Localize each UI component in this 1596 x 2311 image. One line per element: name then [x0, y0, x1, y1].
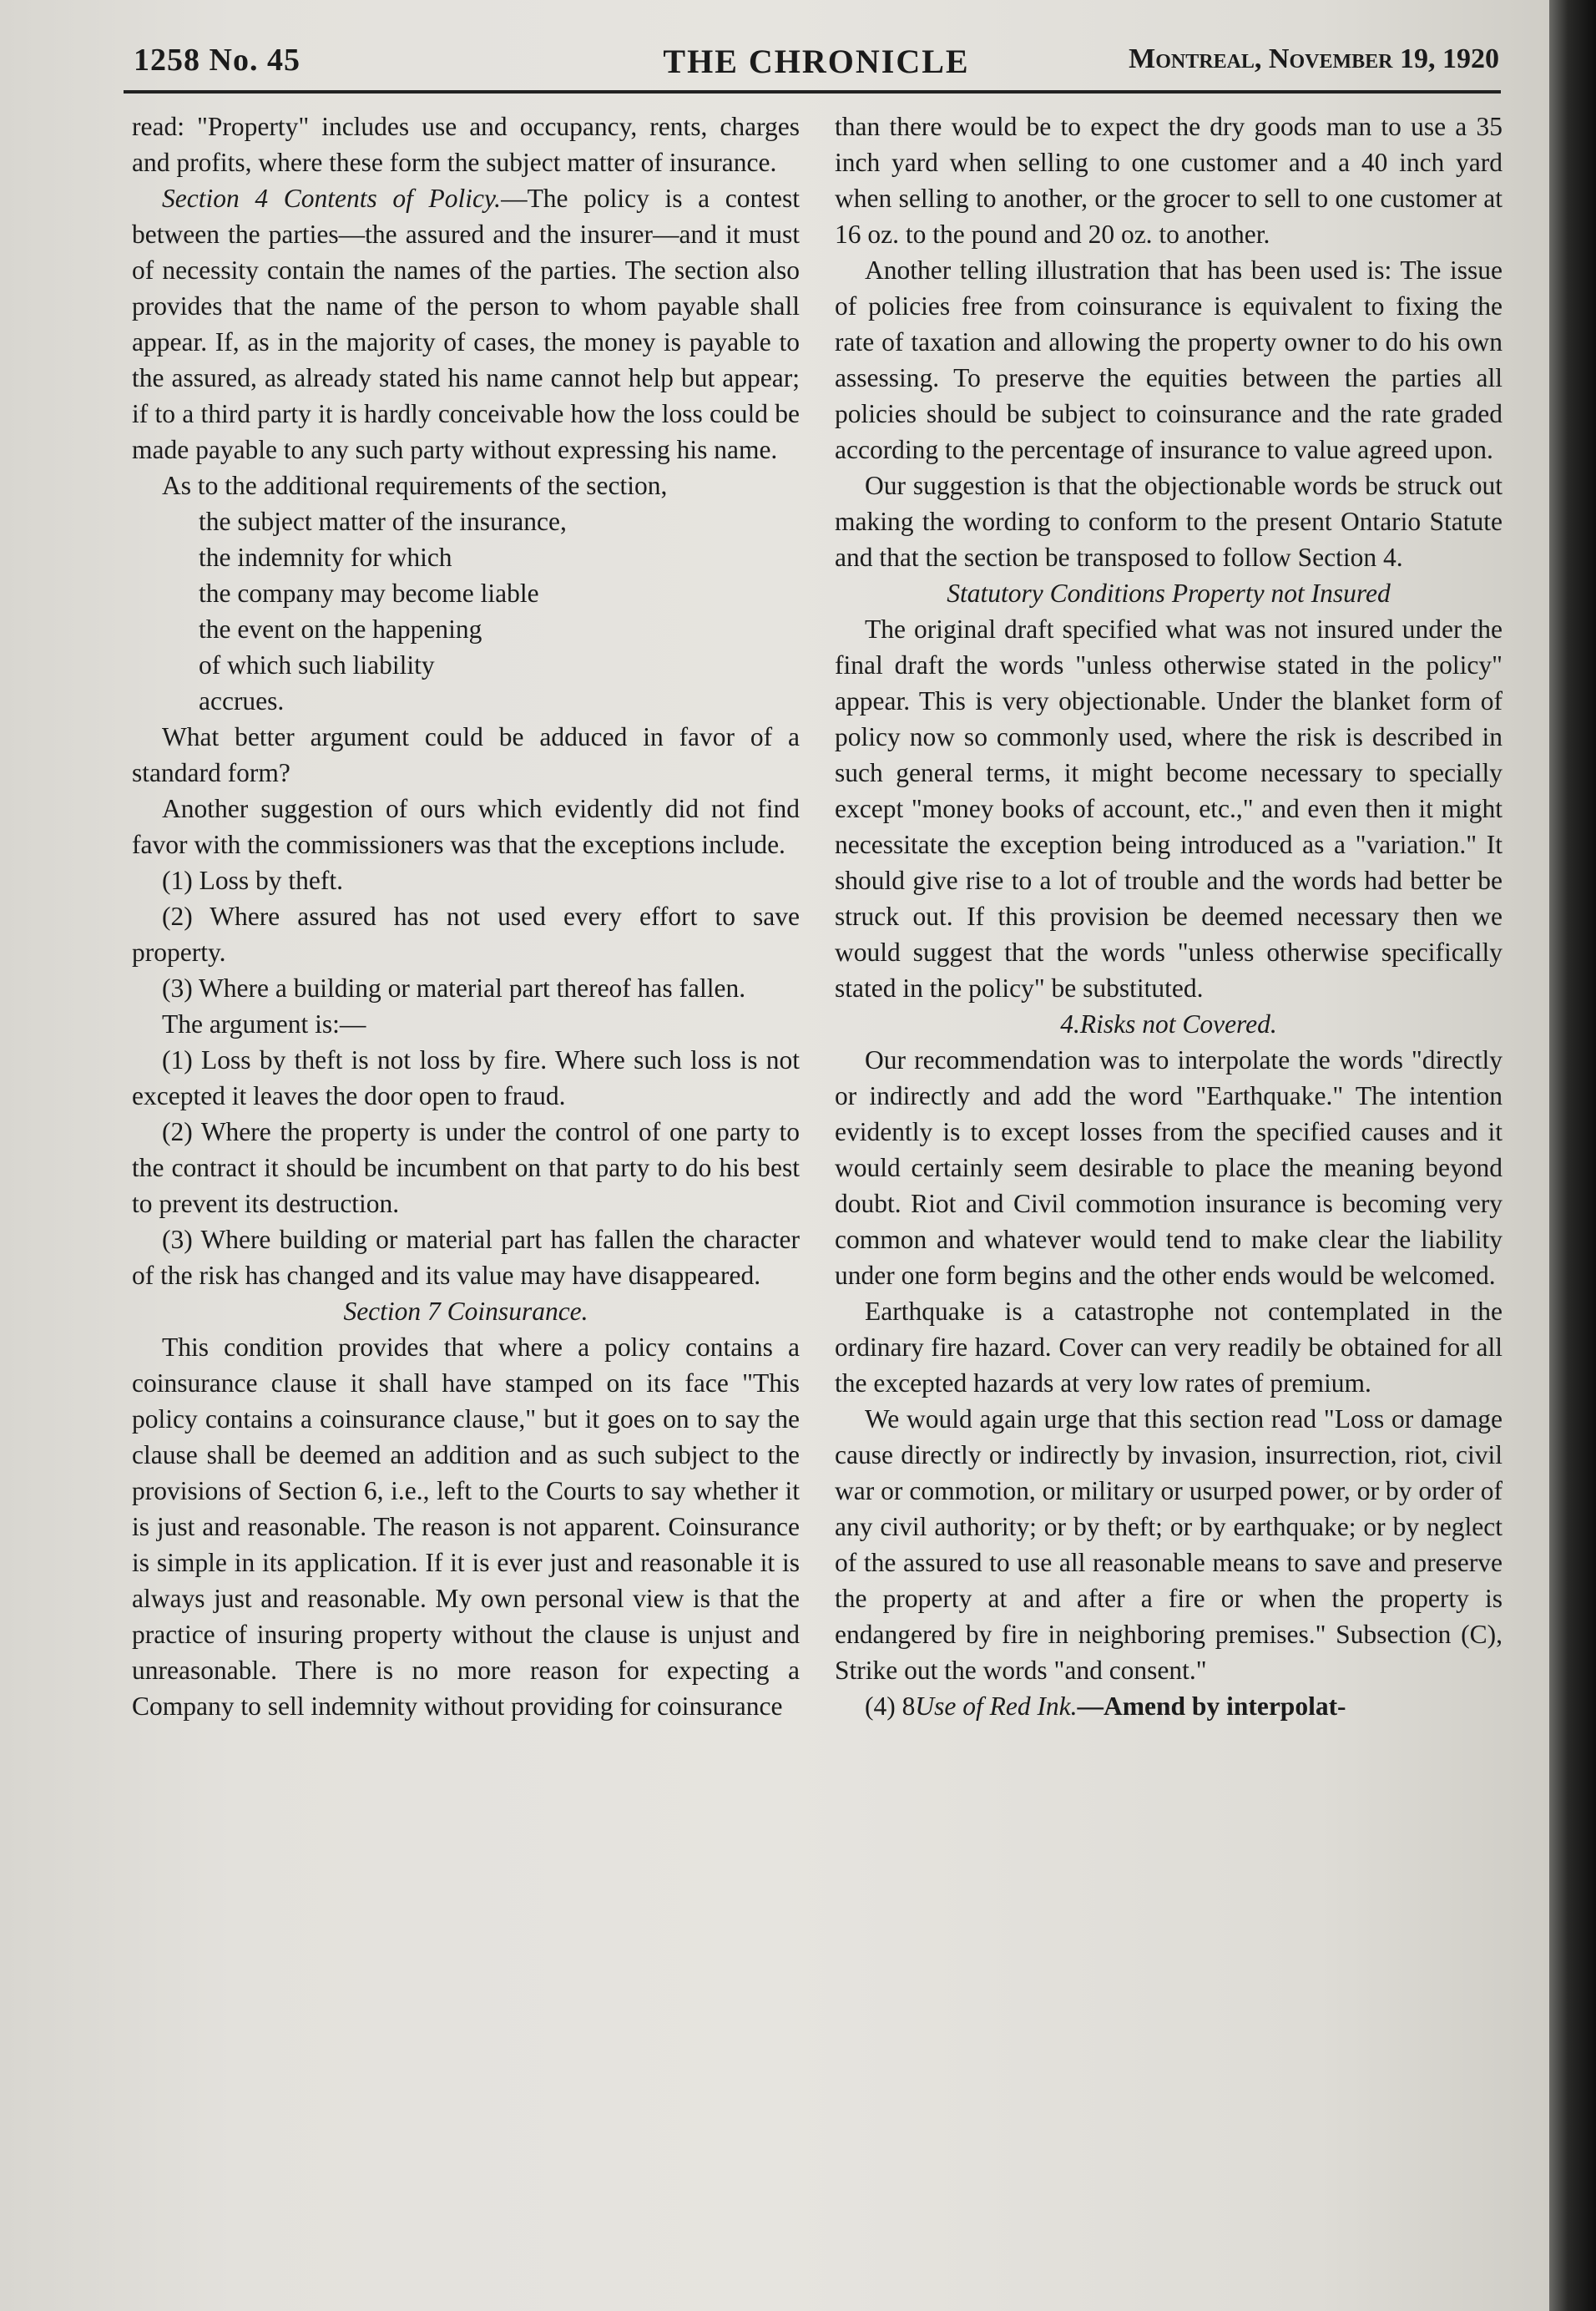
requirements-intro: As to the additional requirements of the section,	[162, 471, 668, 500]
exception-item: (3) Where a building or material part thereof has fallen.	[162, 973, 746, 1003]
requirements-list	[132, 503, 800, 719]
paragraph: We would again urge that this section read "Loss or damage cause directly or indirectly by invasion, insurrection, riot, civil war or commotion, or military or usurped power, or by order of any civil authority; or by theft; or by earthquake; or by neglect of the assured to use all reasonable means to save and preserve the property at and after a fire or when the property is endangered by fire in neighboring premises." Subsection (C), Strike out the words "and consent."	[835, 1404, 1503, 1685]
section-text: —The policy is a contest between the parties—the assured and the insurer—and it must of necessity contain the names of the parties. The section also provides that the name of the person to whom payable shall appear. If, as in the majority of cases, the money is payable to the assured, as already stated his name cannot help but appear; if to a third party it is hardly conceivable how the loss could be made payable to any such party without expressing his name.	[132, 184, 800, 464]
header-rule	[124, 90, 1501, 94]
argument-item: (3) Where building or material part has fallen the character of the risk has changed and its value may have disappeared.	[132, 1225, 800, 1290]
list-item: of which such liability	[199, 650, 435, 680]
paragraph: The original draft specified what was not insured under the final draft the words "unless otherwise stated in the policy" appear. This is very objectionable. Under the blanket form of policy now so commonly used, where the risk is described in such general terms, it might become necessary to specially except "money books of account, etc.," and even then it might necessitate the exception being introduced as a "variation." It should give rise to a lot of trouble and the words had better be struck out. If this provision be deemed necessary then we would suggest that the words "unless otherwise specifically stated in the policy" be substituted.	[835, 614, 1503, 1003]
list-item: the company may become liable	[199, 579, 539, 608]
paragraph: Our suggestion is that the objectionable words be struck out making the wording to conform to the present Ontario Statute and that the section be transposed to follow Section 4.	[835, 471, 1503, 572]
paragraph: Another telling illustration that has been used is: The issue of policies free from coinsurance is equivalent to fixing the rate of taxation and allowing the property owner to do his own assessing. To preserve the equities between the parties all policies should be subject to coinsurance and the rate graded according to the percentage of insurance to value agreed upon.	[835, 255, 1503, 464]
right-column	[835, 109, 1503, 1724]
item-number: (4) 8	[865, 1692, 916, 1721]
section-heading: Statutory Conditions Property not Insured	[947, 579, 1391, 608]
paragraph: than there would be to expect the dry goods man to use a 35 inch yard when selling to one customer and a 40 inch yard when selling to another, or the grocer to sell to one customer at 16 oz. to the pound and 20 oz. to another.	[835, 112, 1503, 249]
page-header	[134, 42, 1499, 85]
paragraph: read: "Property" includes use and occupancy, rents, charges and profits, where these form the subject matter of insurance.	[132, 112, 800, 177]
exception-item: (1) Loss by theft.	[162, 866, 343, 895]
argument-item: (1) Loss by theft is not loss by fire. Where such loss is not excepted it leaves the door open to fraud.	[132, 1045, 800, 1110]
list-item: the indemnity for which	[199, 543, 452, 572]
list-item: the event on the happening	[199, 614, 482, 644]
argument-item: (2) Where the property is under the control of one party to the contract it should be incumbent on that party to do his best to prevent its destruction.	[132, 1117, 800, 1218]
list-item: accrues.	[199, 686, 285, 716]
paragraph: Earthquake is a catastrophe not contemplated in the ordinary fire hazard. Cover can very readily be obtained for all the excepted hazards at very low rates of premium.	[835, 1297, 1503, 1398]
paragraph: Our recommendation was to interpolate the words "directly or indirectly and add the word "Earthquake." The intention evidently is to except losses from the specified causes and it would certainly seem desirable to place the meaning beyond doubt. Riot and Civil commotion insurance is becoming very common and whatever would tend to make clear the liability under one form begins and the other ends would be welcomed.	[835, 1045, 1503, 1290]
exception-item: (2) Where assured has not used every effort to save property.	[132, 902, 800, 967]
dateline: Montreal, November 19, 1920	[1129, 43, 1499, 74]
section-heading: 4.Risks not Covered.	[1060, 1009, 1277, 1039]
section-heading: Use of Red Ink.	[915, 1692, 1078, 1721]
left-column	[132, 109, 800, 1724]
paragraph: This condition provides that where a policy contains a coinsurance clause it shall have stamped on its face "This policy contains a coinsurance clause," but it goes on to say the clause shall be deemed an addition and as such subject to the provisions of Section 6, i.e., left to the Courts to say whether it is just and reasonable. The reason is not apparent. Coinsurance is simple in its application. If it is ever just and reasonable it is always just and reasonable. My own personal view is that the practice of insuring property without the clause is unjust and unreasonable. There is no more reason for expecting a Company to sell indemnity without providing for coinsurance	[132, 1332, 800, 1721]
page-number: 1258 No. 45	[134, 43, 301, 78]
list-item: the subject matter of the insurance,	[199, 507, 567, 536]
paragraph: What better argument could be adduced in favor of a standard form?	[132, 722, 800, 787]
paragraph-red-ink	[835, 1688, 1503, 1724]
paragraph: Another suggestion of ours which evidently did not find favor with the commissioners was that the exceptions include.	[132, 794, 800, 859]
section-heading: Section 7 Coinsurance.	[343, 1297, 588, 1326]
paragraph-section-4	[132, 180, 800, 468]
publication-title: THE CHRONICLE	[663, 43, 970, 80]
section-text: —Amend by interpolat-	[1077, 1692, 1346, 1721]
section-heading: Section 4 Contents of Policy.	[162, 184, 502, 213]
scan-edge	[1549, 0, 1596, 2311]
argument-intro: The argument is:—	[162, 1009, 366, 1039]
